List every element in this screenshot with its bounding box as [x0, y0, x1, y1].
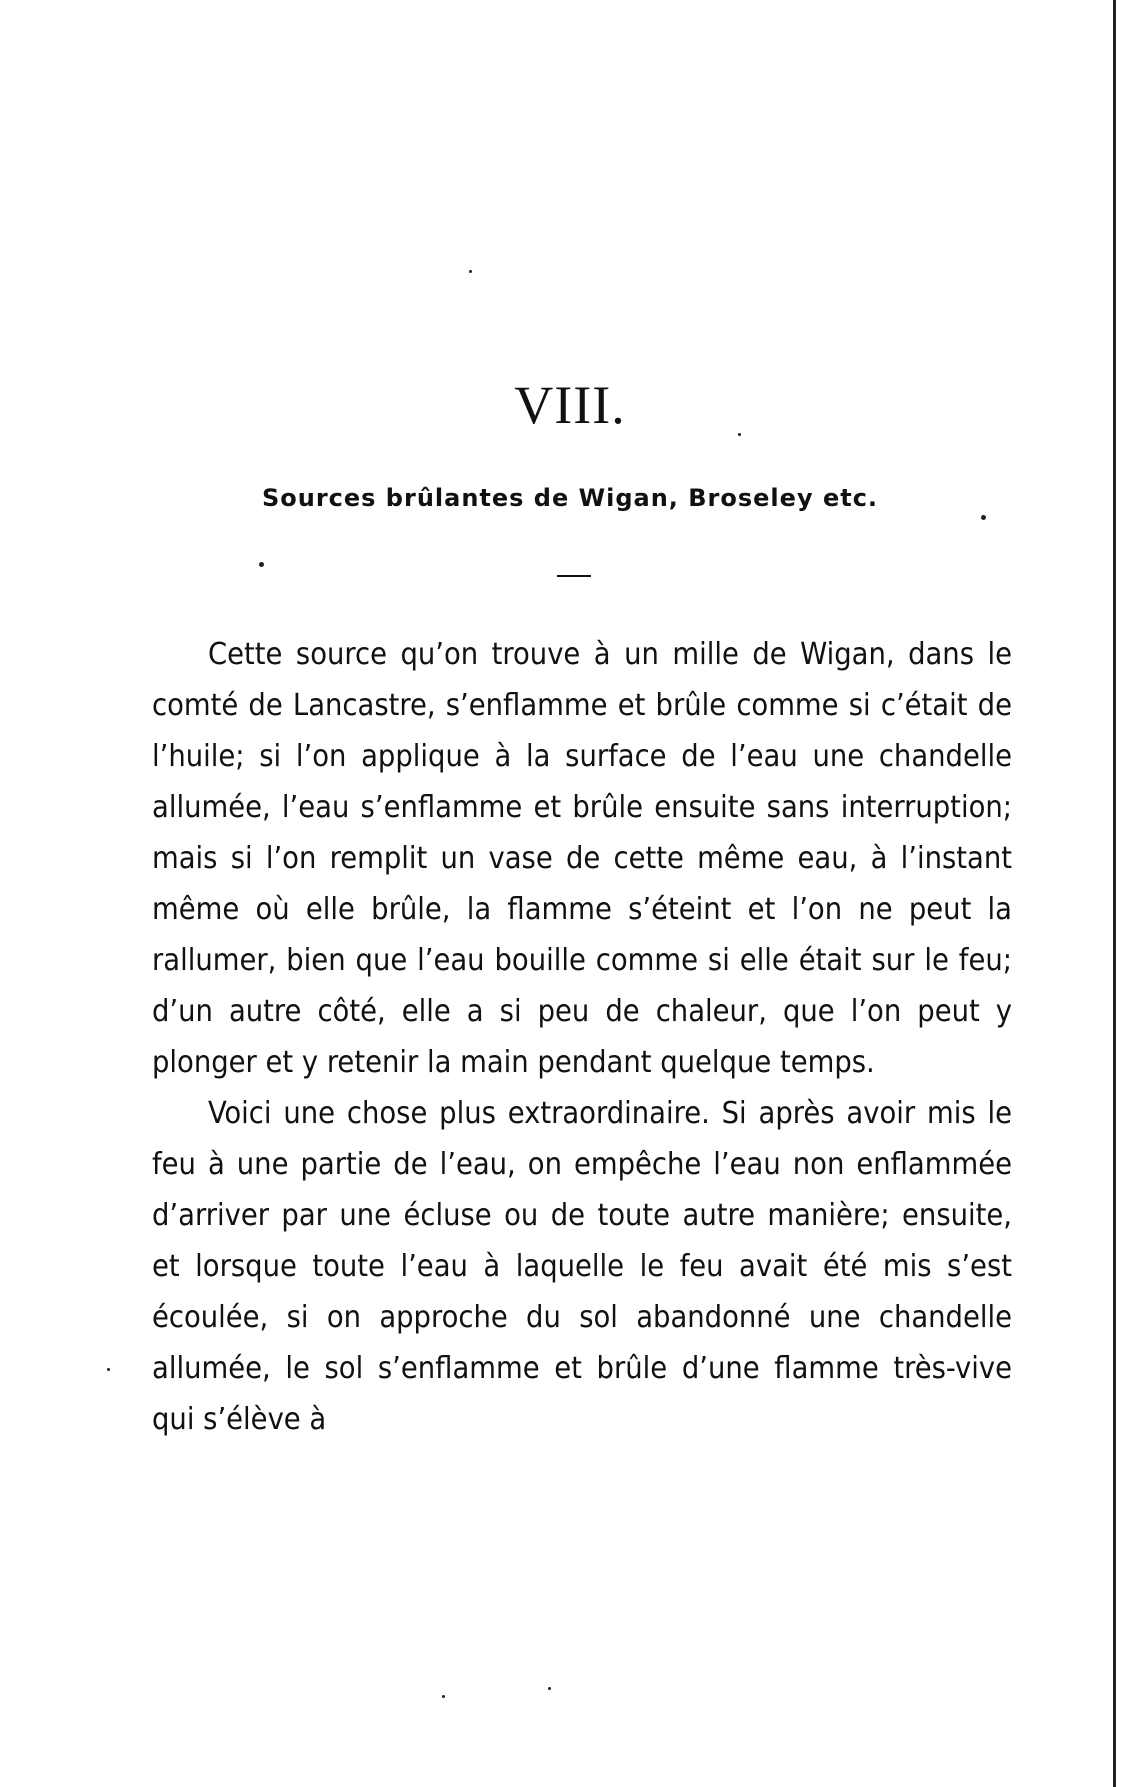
body-text [152, 629, 1012, 1445]
scan-speck [259, 562, 264, 567]
scan-speck [738, 433, 741, 436]
scan-speck [981, 515, 986, 520]
page-edge [1113, 0, 1116, 1787]
title-divider [557, 575, 591, 577]
scan-speck [442, 1695, 445, 1698]
chapter-title: Sources brûlantes de Wigan, Broseley etc. [261, 484, 879, 512]
scan-speck [107, 1368, 110, 1371]
chapter-number: VIII. [514, 375, 626, 435]
paragraph: Cette source qu’on trouve à un mille de Wigan, dans le comté de Lancastre, s’enflamme et brûle comme si c’était de l’huile; si l’on applique à la surface de l’eau une chandelle allumée, l’eau s’enflamme et brûle ensuite sans interruption; mais si l’on remplit un vase de cette même eau, à l’instant même où elle brûle, la flamme s’éteint et l’on ne peut la rallumer, bien que l’eau bouille comme si elle était sur le feu; d’un autre côté, elle a si peu de chaleur, que l’on peut y plonger et y retenir la main pendant quelque temps. [152, 637, 1012, 1080]
scan-speck [548, 1687, 551, 1690]
paragraph: Voici une chose plus extraordinaire. Si après avoir mis le feu à une partie de l’eau, on empêche l’eau non enflammée d’arriver par une écluse ou de toute autre manière; ensuite, et lorsque toute l’eau à laquelle le feu avait été mis s’est écoulée, si on approche du sol abandonné une chandelle allumée, le sol s’enflamme et brûle d’une flamme très-vive qui s’élève à [152, 1096, 1012, 1437]
scan-speck [469, 270, 472, 273]
